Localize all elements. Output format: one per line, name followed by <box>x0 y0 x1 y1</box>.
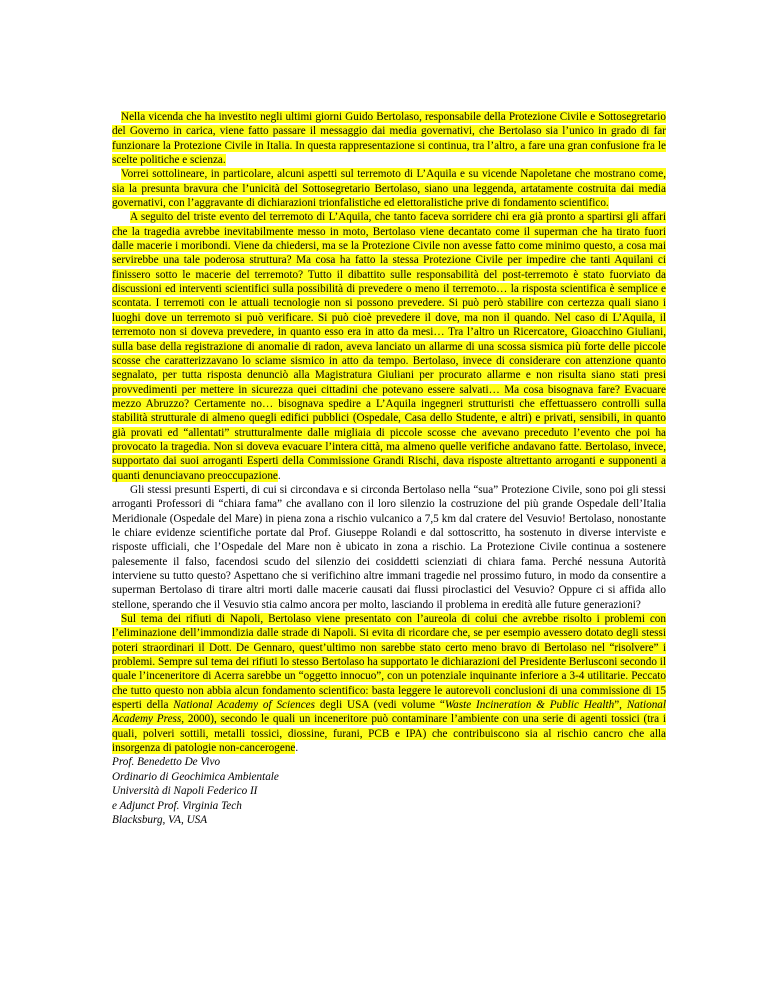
plain-text: Gli stessi presunti Esperti, di cui si circondava e si circonda Bertolaso nella “sua” Protezione Civile, sono poi gli stessi arroganti Professori di “chiara fama” che avallano con il loro silenzio la costruzione del più grande Ospedale dell’Italia Meridionale (Ospedale del Mare) in piena zona a rischio vulcanico a 7,5 km dal cratere del Vesuvio! Bertolaso, nonostante le chiare evidenze scientifiche portate dal Prof. Giuseppe Rolandi e dal sottoscritto, ha sostenuto in diverse interviste e risposte ufficiali, che l’Ospedale del Mare non è ubicato in zona a rischio. La Protezione Civile continua a sostenere palesemente il falso, facendosi scudo del silenzio dei cosiddetti scienziati di chiara fama. Perché nessuna Autorità interviene su tutto questo? Aspettano che si verifichino altre immani tragedie nel prossimo futuro, in modo da consentire a superman Bertolaso di tirare altri morti dalle macerie causati dai flussi piroclastici del Vesuvio? Oppure ci si affida allo stellone, sperando che il Vesuvio stia calmo ancora per molto, lasciando il problema in eredità alle future generazioni? <box>112 483 666 611</box>
paragraph-end: . <box>295 742 299 755</box>
paragraph-5 <box>112 612 666 755</box>
author-name: Prof. Benedetto De Vivo <box>112 756 221 769</box>
italic-text: Waste Incineration & Public Health <box>444 699 615 712</box>
document-body <box>112 110 666 827</box>
paragraph-4 <box>112 483 666 612</box>
signature-block <box>112 755 666 827</box>
author-adjunct: e Adjunct Prof. Virginia Tech <box>112 799 242 812</box>
highlighted-text: Vorrei sottolineare, in particolare, alcuni aspetti sul terremoto di L’Aquila e su vicende Napoletane che mostrano come, sia la presunta bravura che l’unicità del Sottosegretario Bertolaso, siano una leggenda, artatamente costruita dai media governativi, con l’aggravante di dichiarazioni trionfalistiche ed elettoralistiche prive di fondamento scientifico. <box>112 168 666 210</box>
highlighted-text: Nella vicenda che ha investito negli ultimi giorni Guido Bertolaso, responsabile della Protezione Civile e Sottosegretario del Governo in carica, viene fatto passare il messaggio dai media governativi, che Bertolaso sia l’unico in grado di far funzionare la Protezione Civile in Italia. In questa rappresentazione si continua, tra l’altro, a fare una gran confusione fra le scelte politiche e scienza. <box>112 111 666 167</box>
paragraph-3 <box>112 210 666 483</box>
text-run: ”, <box>614 699 627 712</box>
highlighted-text <box>112 613 666 754</box>
highlighted-text: A seguito del triste evento del terremoto di L’Aquila, che tanto faceva sorridere chi era già pronto a spartirsi gli affari che la tragedia avrebbe inevitabilmente messo in moto, Bertolaso viene decantato come il superman che ha tirato fuori dalle macerie i moribondi. Viene da chiedersi, ma se la Protezione Civile non avesse fatto come minimo questo, a cosa mai servirebbe una tale poderosa struttura? Ma cosa ha fatto la stessa Protezione Civile per impedire che tanti Aquilani ci finissero sotto le macerie del terremoto? Tutto il dibattito sulle responsabilità del post-terremoto è stato fuorviato da discussioni ed interventi scientifici sulla possibilità di prevedere o meno il terremoto… la risposta scientifica è semplice e scontata. I terremoti con le attuali tecnologie non si possono prevedere. Si può però stabilire con certezza quali siano i luoghi dove un terremoto si può verificare. Si può cioè prevedere il dove, ma non il quando. Nel caso di L’Aquila, il terremoto non si doveva prevedere, in quanto esso era in atto da mesi… Tra l’altro un Ricercatore, Gioacchino Giuliani, sulla base della registrazione di anomalie di radon, aveva lanciato un allarme di una scossa sismica più forte delle piccole scosse che caratterizzavano lo sciame sismico in atto da tempo. Bertolaso, invece di considerare con attenzione quanto segnalato, per tutta risposta denunciò alla Magistratura Giuliani per procurato allarme e non risulta siano stati presi provvedimenti per mettere in sicurezza quei cittadini che potevano essere salvati… Ma cosa bisognava fare? Evacuare mezzo Abruzzo? Certamente no… bisognava spedire a L’Aquila ingegneri strutturisti che effettuassero controlli sulla stabilità strutturale di almeno quegli edifici pubblici (Ospedale, Casa dello Studente, e altri) e privati, sensibili, in quanto già provati ed “allentati” strutturalmente dalle migliaia di piccole scosse che avevano preceduto l’evento che poi ha provocato la tragedia. Non si doveva evacuare l’intera città, ma almeno quelle verifiche andavano fatte. Bertolaso, invece, supportato dai suoi arroganti Esperti della Commissione Grandi Rischi, dava risposte altrettanto arroganti e supponenti a quanti denunciavano preoccupazione <box>112 211 666 482</box>
author-city: Blacksburg, VA, USA <box>112 813 208 826</box>
italic-text: National Academy Press <box>112 699 666 726</box>
paragraph-end: . <box>277 469 281 482</box>
author-university: Università di Napoli Federico II <box>112 785 258 798</box>
author-role: Ordinario di Geochimica Ambientale <box>112 770 279 783</box>
italic-text: National Academy of Sciences <box>173 699 315 712</box>
text-run: Sul tema dei rifiuti di Napoli, Bertolaso viene presentato con l’aureola di colui che avrebbe risolto i problemi con l’eliminazione dell’immondizia dalle strade di Napoli. Si evita di ricordare che, se per esempio avessero dotato degli stessi poteri straordinari il Dott. De Gennaro, quest’ultimo non sarebbe stato certo meno bravo di Bertolaso nel “risolvere” i problemi. Sempre sul tema dei rifiuti lo stesso Bertolaso ha supportato le dichiarazioni del Presidente Berlusconi secondo il quale l’inceneritore di Acerra sarebbe un “oggetto innocuo”, con un potenziale inquinante inferiore a 3-4 utilitarie. Peccato che tutto questo non abbia alcun fondamento scientifico: basta leggere le autorevoli conclusioni di una commissione di 15 esperti della <box>112 613 666 712</box>
paragraph-1 <box>112 110 666 167</box>
paragraph-2 <box>112 167 666 210</box>
text-run: degli USA (vedi volume “ <box>314 699 445 712</box>
text-run: , 2000), secondo le quali un inceneritore può contaminare l’ambiente con una serie di agenti tossici (tra i quali, polveri sottili, metalli tossici, diossine, furani, PCB e IPA) che contribuiscono sia al rischio cancro che alla insorgenza di patologie non-cancerogene <box>112 713 666 755</box>
